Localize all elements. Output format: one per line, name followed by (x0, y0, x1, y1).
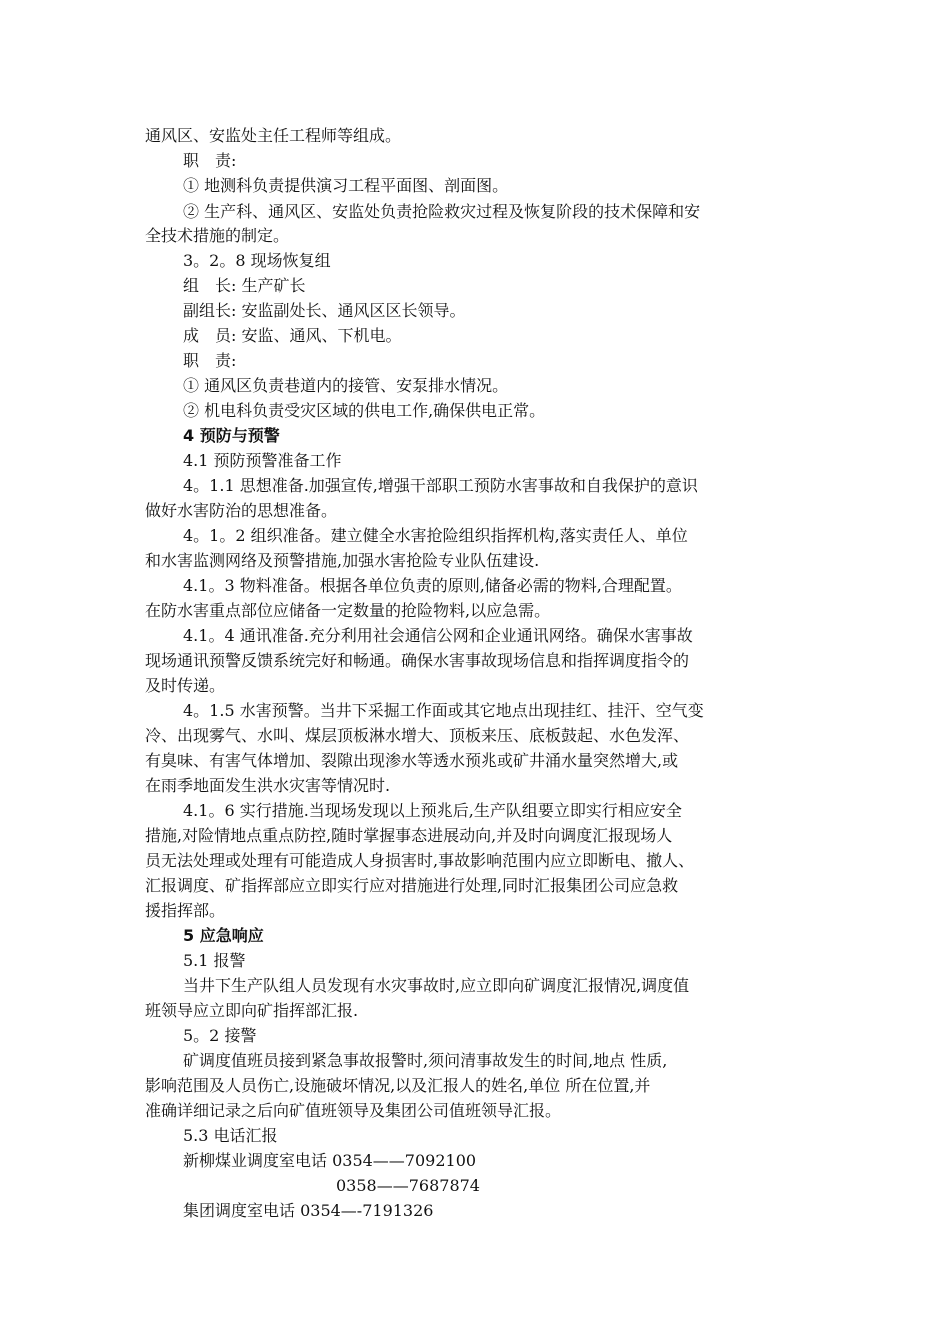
text-line: 及时传递。 (145, 676, 226, 695)
text-line: 有臭味、有害气体增加、裂隙出现渗水等透水预兆或矿井涌水量突然增大,或 (145, 751, 679, 770)
text-line: 措施,对险情地点重点防控,随时掌握事态进展动向,并及时向调度汇报现场人 (145, 826, 673, 845)
text-line: 组 长: 生产矿长 (183, 276, 306, 295)
phone-line: 0358——7687874 (336, 1176, 480, 1195)
text-line: 准确详细记录之后向矿值班领导及集团公司值班领导汇报。 (145, 1101, 562, 1120)
text-line: 现场通讯预警反馈系统完好和畅通。确保水害事故现场信息和指挥调度指令的 (145, 651, 690, 670)
text-line: 做好水害防治的思想准备。 (145, 501, 338, 520)
text-line: 4.1。4 通讯准备.充分利用社会通信公网和企业通讯网络。确保水害事故 (183, 626, 693, 645)
text-line: 在雨季地面发生洪水灾害等情况时. (145, 776, 391, 795)
text-line: 职 责: (183, 151, 237, 170)
text-line: 成 员: 安监、通风、下机电。 (183, 326, 402, 345)
text-line: 员无法处理或处理有可能造成人身损害时,事故影响范围内应立即断电、撤人、 (145, 851, 695, 870)
section-subheading: 4.1 预防预警准备工作 (183, 451, 342, 470)
text-line: 副组长: 安监副处长、通风区区长领导。 (183, 301, 466, 320)
phone-line: 集团调度室电话 0354—-7191326 (183, 1201, 434, 1220)
phone-line: 新柳煤业调度室电话 0354——7092100 (183, 1151, 477, 1170)
text-line: 和水害监测网络及预警措施,加强水害抢险专业队伍建设. (145, 551, 540, 570)
section-heading: 4 预防与预警 (183, 426, 280, 445)
text-line: 职 责: (183, 351, 237, 370)
text-line: 4.1。3 物料准备。根据各单位负责的原则,储备必需的物料,合理配置。 (183, 576, 682, 595)
text-line: 通风区、安监处主任工程师等组成。 (145, 126, 402, 145)
text-line: ① 地测科负责提供演习工程平面图、剖面图。 (183, 176, 509, 195)
text-line: 矿调度值班员接到紧急事故报警时,须问清事故发生的时间,地点 性质, (183, 1051, 668, 1070)
text-line: 4.1。6 实行措施.当现场发现以上预兆后,生产队组要立即实行相应安全 (183, 801, 682, 820)
text-line: 4。1.5 水害预警。当井下采掘工作面或其它地点出现挂红、挂汗、空气变 (183, 701, 704, 720)
text-line: ② 生产科、通风区、安监处负责抢险救灾过程及恢复阶段的技术保障和安 (183, 202, 701, 221)
text-line: 班领导应立即向矿指挥部汇报. (145, 1001, 359, 1020)
text-line: 冷、出现雾气、水叫、煤层顶板淋水增大、顶板来压、底板鼓起、水色发浑、 (145, 726, 690, 745)
text-line: 当井下生产队组人员发现有水灾事故时,应立即向矿调度汇报情况,调度值 (183, 976, 690, 995)
section-heading: 5 应急响应 (183, 926, 264, 945)
section-subheading: 3。2。8 现场恢复组 (183, 251, 331, 270)
text-line: 影响范围及人员伤亡,设施破坏情况,以及汇报人的姓名,单位 所在位置,并 (145, 1076, 651, 1095)
text-line: ① 通风区负责巷道内的接管、安泵排水情况。 (183, 376, 509, 395)
section-subheading: 5.1 报警 (183, 951, 246, 970)
text-line: ② 机电科负责受灾区域的供电工作,确保供电正常。 (183, 401, 546, 420)
text-line: 4。1。2 组织准备。建立健全水害抢险组织指挥机构,落实责任人、单位 (183, 526, 688, 545)
section-subheading: 5.3 电话汇报 (183, 1126, 278, 1145)
text-line: 在防水害重点部位应储备一定数量的抢险物料,以应急需。 (145, 601, 551, 620)
text-line: 全技术措施的制定。 (145, 226, 290, 245)
text-line: 援指挥部。 (145, 901, 226, 920)
text-line: 4。1.1 思想准备.加强宣传,增强干部职工预防水害事故和自我保护的意识 (183, 476, 698, 495)
section-subheading: 5。2 接警 (183, 1026, 257, 1045)
text-line: 汇报调度、矿指挥部应立即实行应对措施进行处理,同时汇报集团公司应急救 (145, 876, 679, 895)
